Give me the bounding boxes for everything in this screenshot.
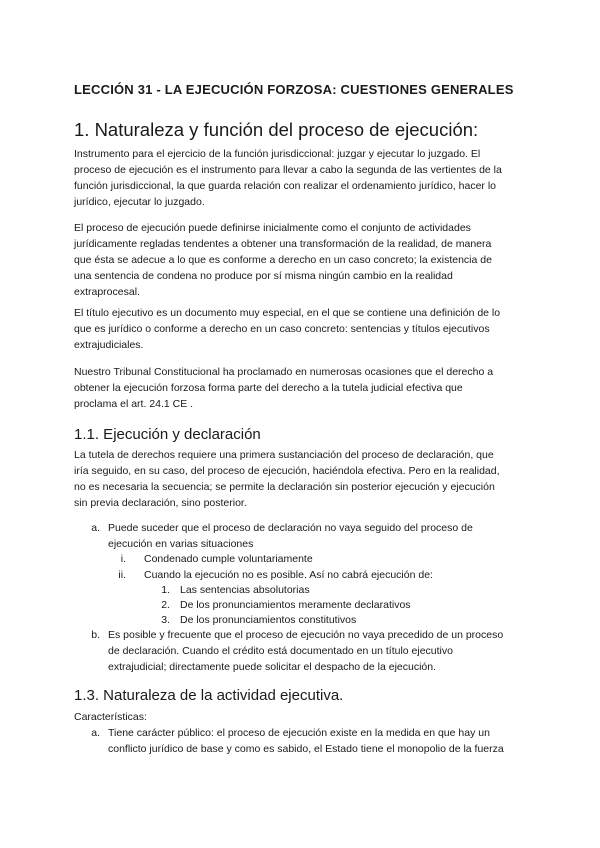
list-marker: a. — [91, 522, 100, 534]
text-line: obtener la ejecución forzosa forma parte del derecho a la tutela judicial efectiva que — [74, 382, 463, 394]
list-item-line: conflicto jurídico de base y como es sabido, el Estado tiene el monopolio de la fuerza — [108, 743, 504, 755]
text-line: una sentencia de condena no produce por sí misma ningún cambio en la realidad — [74, 270, 453, 282]
list-marker: b. — [91, 629, 100, 641]
paragraph — [74, 364, 534, 412]
list-item: De los pronunciamientos constitutivos — [180, 614, 357, 626]
list-marker: 3. — [161, 614, 170, 626]
text-line: sin previa declaración, sino posterior. — [74, 497, 247, 509]
section-1-1-heading: 1.1. Ejecución y declaración — [74, 426, 261, 443]
text-line: que ésta se adecue a lo que es conforme a derecho en un caso concreto; la existencia de — [74, 254, 492, 266]
text-line: Nuestro Tribunal Constitucional ha proclamado en numerosas ocasiones que el derecho a — [74, 366, 494, 378]
text-line: El título ejecutivo es un documento muy especial, en el que se contiene una definición de lo — [74, 307, 501, 319]
list-item-line: Es posible y frecuente que el proceso de ejecución no vaya precedido de un proceso — [108, 629, 504, 641]
text-line: jurídico, ejecutar lo juzgado. — [74, 196, 205, 208]
list-marker: 2. — [161, 599, 170, 611]
text-line: jurídicamente regladas tendentes a obtener una transformación de la realidad, de manera — [74, 238, 492, 250]
section-1-3-heading: 1.3. Naturaleza de la actividad ejecutiva. — [74, 687, 344, 704]
list-item: Cuando la ejecución no es posible. Así no cabrá ejecución de: — [144, 569, 433, 581]
paragraph — [74, 220, 534, 300]
text-line: proceso de ejecución es el instrumento para llevar a cabo la segunda de las vertientes de la — [74, 164, 502, 176]
text-line: que es jurídico o conforme a derecho en un caso concreto: sentencias y títulos ejecutivos — [74, 323, 490, 335]
text-line: proclama el art. 24.1 CE . — [74, 398, 194, 410]
list-item-line: de declaración. Cuando el crédito está documentado en un título ejecutivo — [108, 645, 453, 657]
list-item: Las sentencias absolutorias — [180, 584, 310, 596]
list-marker: 1. — [161, 584, 170, 596]
lesson-title: LECCIÓN 31 - LA EJECUCIÓN FORZOSA: CUESTIONES GENERALES — [74, 82, 514, 97]
list-marker: ii. — [118, 569, 126, 581]
paragraph — [74, 305, 534, 353]
list-item-line: Puede suceder que el proceso de declaración no vaya seguido del proceso de — [108, 522, 473, 534]
text-line: extrajudiciales. — [74, 339, 144, 351]
list-item-line: extrajudicial; directamente puede solicitar el despacho de la ejecución. — [108, 661, 437, 673]
text-line: iría seguido, en su caso, del proceso de ejecución, haciéndola efectiva. Pero en la realidad, — [74, 465, 500, 477]
text-line: La tutela de derechos requiere una primera sustanciación del proceso de declaración, que — [74, 449, 494, 461]
list-item-line: ejecución en varias situaciones — [108, 538, 254, 550]
list-marker: i. — [120, 553, 126, 565]
characteristics-label: Características: — [74, 711, 147, 723]
paragraph — [74, 447, 534, 511]
list-item: Condenado cumple voluntariamente — [144, 553, 313, 565]
text-line: no es necesaria la secuencia; se permite la declaración sin posterior ejecución y ejecución — [74, 481, 495, 493]
text-line: Instrumento para el ejercicio de la función jurisdiccional: juzgar y ejecutar lo juzgado. El — [74, 148, 481, 160]
list-item-line: Tiene carácter público: el proceso de ejecución existe en la medida en que hay un — [108, 727, 490, 739]
list-marker: a. — [91, 727, 100, 739]
section-1-heading: 1. Naturaleza y función del proceso de ejecución: — [74, 119, 479, 140]
text-line: extraprocesal. — [74, 286, 140, 298]
paragraph — [74, 146, 534, 210]
list-item: De los pronunciamientos meramente declarativos — [180, 599, 411, 611]
text-line: El proceso de ejecución puede definirse inicialmente como el conjunto de actividades — [74, 222, 471, 234]
text-line: función jurisdiccional, la que guarda relación con realizar el ordenamiento jurídico, hacer lo — [74, 180, 496, 192]
